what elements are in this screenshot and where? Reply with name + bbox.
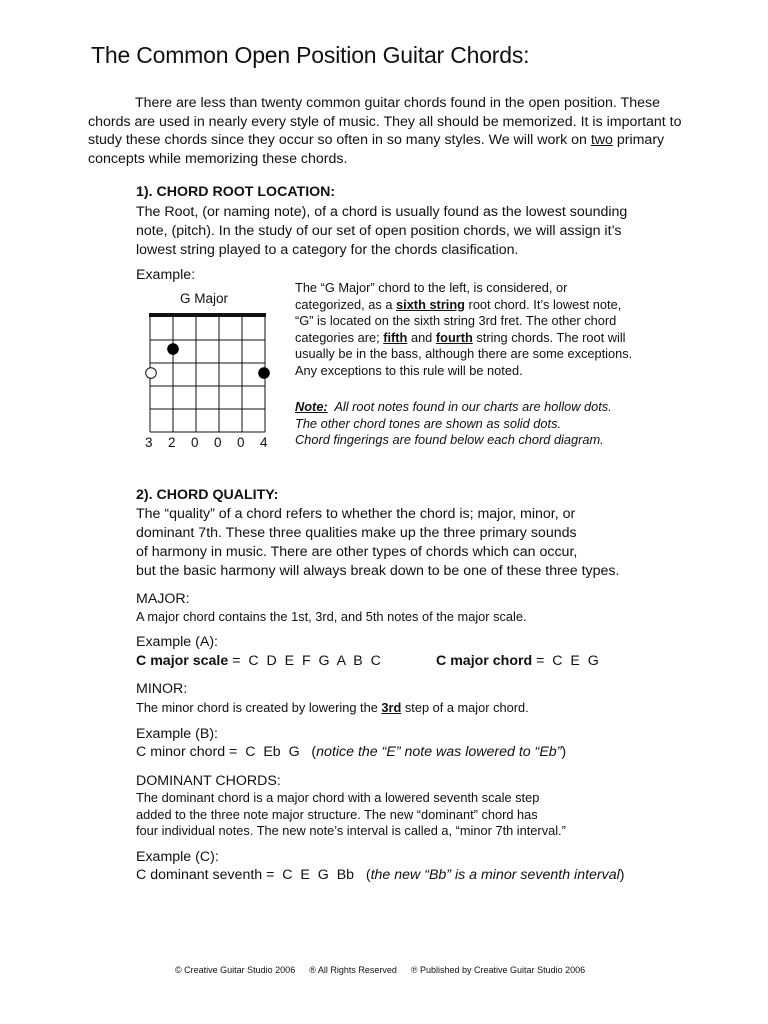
major-label: MAJOR: — [136, 591, 190, 607]
example-b-label: Example (B): — [136, 726, 218, 742]
nut — [149, 313, 266, 317]
solid-dot-string5-fret2 — [167, 343, 179, 355]
chord-description: The “G Major” chord to the left, is considered, or categorized, as a sixth string root chord. It’s lowest note, “G” is located on the sixth string 3rd fret. The other chord categories are; fifth and fourth string chords. The root will usually be in the bass, although there are some exceptions. Any exceptions to this rule will be noted. — [295, 280, 633, 378]
dominant-description: The dominant chord is a major chord with a lowered seventh scale step added to the three note major structure. The new “dominant” chord has four individual notes. The new note’s interval is called a, “minor 7th interval.” — [136, 790, 566, 838]
major-description: A major chord contains the 1st, 3rd, and 5th notes of the major scale. — [136, 609, 527, 624]
minor-label: MINOR: — [136, 681, 188, 697]
section2-heading: 2). CHORD QUALITY: — [136, 487, 279, 503]
footer-publisher: ℗ Published by Creative Guitar Studio 2006 — [410, 965, 586, 975]
solid-dot-string1-fret3 — [258, 367, 270, 379]
footer-copyright: © Creative Guitar Studio 2006 — [175, 965, 296, 975]
footer — [175, 965, 599, 975]
section1-heading: 1). CHORD ROOT LOCATION: — [136, 184, 336, 200]
example-c-label: Example (C): — [136, 849, 219, 865]
underlined-two: two — [590, 132, 613, 148]
minor-description: The minor chord is created by lowering the 3rd step of a major chord. — [136, 700, 529, 715]
chord-diagram — [140, 308, 274, 438]
footer-rights: ® All Rights Reserved — [309, 965, 397, 975]
intro-paragraph: There are less than twenty common guitar chords found in the open position. These chords are used in nearly every style of music. They all should be memorized. It is important to study these chords since they occur so often in so many styles. We will work on two primary concepts while memorizing these chords. — [88, 95, 682, 167]
page-title: The Common Open Position Guitar Chords: — [91, 42, 530, 68]
chord-name: G Major — [180, 291, 229, 306]
section1-body: The Root, (or naming note), of a chord is usually found as the lowest sounding note, (pitch). In the study of our set of open position chords, we will assign it’s lowest string played to a category for the chords clasification. — [136, 204, 628, 258]
note-block: Note: All root notes found in our charts are hollow dots. The other chord tones are shown as solid dots. Chord fingerings are found below each chord diagram. — [295, 399, 612, 447]
note-label: Note: — [295, 399, 328, 414]
hollow-root-dot-string6-fret3 — [146, 368, 157, 379]
section2-body: The “quality” of a chord refers to whether the chord is; major, minor, or dominant 7th. These three qualities make up the three primary sounds of harmony in music. There are other types of chords which can occur, but the basic harmony will always break down to be one of these three types. — [136, 506, 620, 579]
c-major-chord: C major chord = C E G — [436, 653, 599, 669]
c-dominant-seventh: C dominant seventh = C E G Bb (the new “Bb” is a minor seventh interval) — [136, 867, 625, 883]
c-major-scale: C major scale = C D E F G A B C — [136, 653, 381, 669]
chord-fingering: 3 2 0 0 0 4 — [145, 435, 268, 450]
example-a-label: Example (A): — [136, 634, 218, 650]
example-label: Example: — [136, 267, 196, 283]
dominant-label: DOMINANT CHORDS: — [136, 773, 281, 789]
c-minor-chord: C minor chord = C Eb G (notice the “E” note was lowered to “Eb”) — [136, 744, 567, 760]
